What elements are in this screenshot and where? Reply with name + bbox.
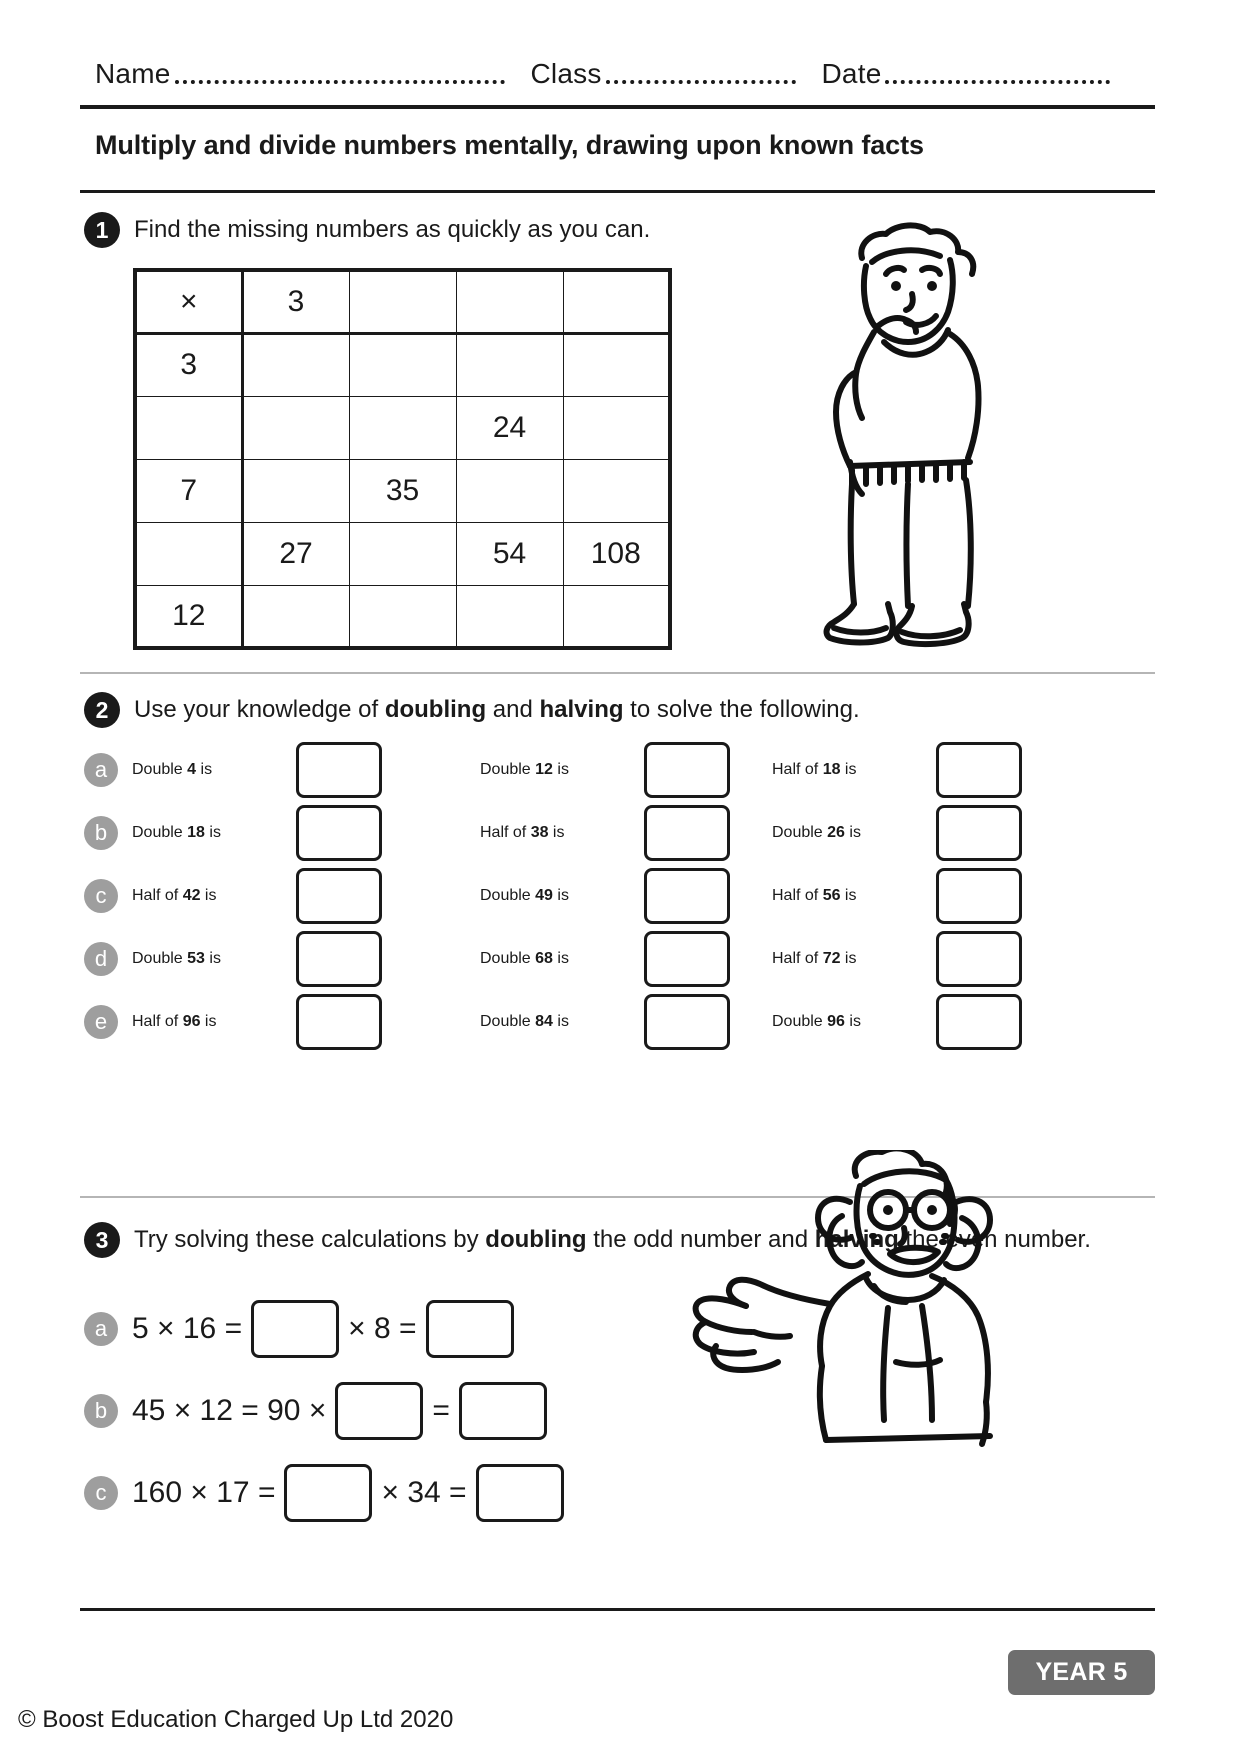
exercise-cell <box>480 805 772 861</box>
exercise-cell <box>772 805 1062 861</box>
answer-box[interactable] <box>335 1382 423 1440</box>
class-write-line[interactable] <box>606 80 796 84</box>
grid-cell-empty[interactable] <box>456 270 563 333</box>
grid-cell-empty[interactable] <box>563 459 670 522</box>
equation <box>132 1464 564 1522</box>
exercise-cell <box>772 931 1062 987</box>
date-write-line[interactable] <box>885 80 1110 84</box>
exercise-row <box>84 864 1084 927</box>
grid-cell-empty[interactable] <box>349 396 456 459</box>
grid-cell-value[interactable]: × <box>135 270 242 333</box>
exercise-cell <box>132 994 480 1050</box>
grid-cell-value[interactable]: 27 <box>242 522 349 585</box>
equation-text: 45 × 12 = 90 × <box>132 1394 327 1427</box>
exercise-prompt: Double 26 is <box>772 823 861 841</box>
exercise-prompt: Half of 72 is <box>772 949 857 967</box>
exercise-row <box>84 927 1084 990</box>
grid-cell-value[interactable]: 12 <box>135 585 242 648</box>
exercise-cell <box>132 868 480 924</box>
item-letter-badge: c <box>84 879 118 913</box>
exercise-prompt: Half of 18 is <box>772 760 857 778</box>
exercise-prompt: Half of 56 is <box>772 886 857 904</box>
answer-box[interactable] <box>296 805 382 861</box>
question-2-instruction: Use your knowledge of doubling and halving to solve the following. <box>134 695 860 723</box>
grid-cell-value[interactable]: 24 <box>456 396 563 459</box>
exercise-cell <box>772 868 1062 924</box>
grid-cell-empty[interactable] <box>456 333 563 396</box>
grid-row <box>135 522 670 585</box>
equation-row <box>84 1370 724 1452</box>
waving-girl-illustration <box>660 1150 1040 1450</box>
grid-cell-value[interactable]: 54 <box>456 522 563 585</box>
answer-box[interactable] <box>644 994 730 1050</box>
equation <box>132 1382 547 1440</box>
equation <box>132 1300 514 1358</box>
class-label: Class <box>530 58 602 89</box>
grid-row <box>135 333 670 396</box>
item-letter-badge: b <box>84 816 118 850</box>
thinking-boy-illustration <box>800 222 1020 662</box>
exercise-prompt: Double 18 is <box>132 823 221 841</box>
item-letter-badge: b <box>84 1394 118 1428</box>
answer-box[interactable] <box>296 994 382 1050</box>
equation-text: = <box>432 1394 450 1427</box>
item-letter-badge: c <box>84 1476 118 1510</box>
grid-cell-empty[interactable] <box>242 333 349 396</box>
exercise-cell <box>132 931 480 987</box>
title-divider <box>80 190 1155 193</box>
grid-cell-empty[interactable] <box>349 585 456 648</box>
item-letter-badge: a <box>84 1312 118 1346</box>
exercise-cell <box>132 805 480 861</box>
grid-cell-empty[interactable] <box>242 459 349 522</box>
grid-cell-empty[interactable] <box>563 396 670 459</box>
year-badge: YEAR 5 <box>1008 1650 1155 1695</box>
exercise-prompt: Half of 38 is <box>480 823 565 841</box>
question-number-badge: 1 <box>84 212 120 248</box>
question-1-instruction: Find the missing numbers as quickly as you can. <box>134 215 651 243</box>
exercise-cell <box>772 742 1062 798</box>
grid-cell-empty[interactable] <box>349 270 456 333</box>
grid-cell-value[interactable]: 35 <box>349 459 456 522</box>
question-number-badge: 3 <box>84 1222 120 1258</box>
exercise-cell <box>480 868 772 924</box>
answer-box[interactable] <box>644 805 730 861</box>
answer-box[interactable] <box>296 868 382 924</box>
equation-text: 160 × 17 = <box>132 1476 276 1509</box>
name-label: Name <box>95 58 171 89</box>
grid-cell-empty[interactable] <box>242 396 349 459</box>
answer-box[interactable] <box>296 742 382 798</box>
grid-row <box>135 585 670 648</box>
header-divider <box>80 105 1155 109</box>
answer-box[interactable] <box>936 742 1022 798</box>
grid-cell-empty[interactable] <box>135 522 242 585</box>
exercise-prompt: Double 4 is <box>132 760 213 778</box>
grid-cell-value[interactable]: 3 <box>135 333 242 396</box>
exercise-row <box>84 801 1084 864</box>
exercise-cell <box>132 742 480 798</box>
item-letter-badge: d <box>84 942 118 976</box>
answer-box[interactable] <box>251 1300 339 1358</box>
exercise-prompt: Double 49 is <box>480 886 569 904</box>
grid-cell-value[interactable]: 108 <box>563 522 670 585</box>
grid-cell-empty[interactable] <box>563 333 670 396</box>
grid-cell-empty[interactable] <box>456 585 563 648</box>
answer-box[interactable] <box>936 994 1022 1050</box>
question-3-instruction: Try solving these calculations by doubling the odd number and halving the even number. <box>134 1225 1091 1253</box>
exercise-prompt: Double 84 is <box>480 1012 569 1030</box>
grid-row <box>135 396 670 459</box>
copyright-notice: © Boost Education Charged Up Ltd 2020 <box>18 1706 454 1733</box>
question-3-exercise-list <box>84 1288 724 1534</box>
answer-box[interactable] <box>936 931 1022 987</box>
answer-box[interactable] <box>644 931 730 987</box>
grid-cell-empty[interactable] <box>135 396 242 459</box>
exercise-cell <box>480 742 772 798</box>
answer-box[interactable] <box>426 1300 514 1358</box>
answer-box[interactable] <box>476 1464 564 1522</box>
answer-box[interactable] <box>296 931 382 987</box>
exercise-prompt: Half of 96 is <box>132 1012 217 1030</box>
grid-cell-empty[interactable] <box>349 522 456 585</box>
item-letter-badge: a <box>84 753 118 787</box>
footer-divider <box>80 1608 1155 1611</box>
question-1-header <box>84 212 650 248</box>
page-title: Multiply and divide numbers mentally, drawing upon known facts <box>95 130 924 160</box>
answer-box[interactable] <box>936 868 1022 924</box>
exercise-prompt: Double 68 is <box>480 949 569 967</box>
answer-box[interactable] <box>936 805 1022 861</box>
grid-cell-empty[interactable] <box>563 585 670 648</box>
grid-row <box>135 459 670 522</box>
question-2-header <box>84 692 860 728</box>
answer-box[interactable] <box>284 1464 372 1522</box>
grid-cell-empty[interactable] <box>242 585 349 648</box>
equation-text: × 8 = <box>348 1312 417 1345</box>
student-info-bar <box>95 58 1150 90</box>
exercise-cell <box>480 994 772 1050</box>
answer-box[interactable] <box>644 742 730 798</box>
grid-cell-empty[interactable] <box>456 459 563 522</box>
exercise-prompt: Double 96 is <box>772 1012 861 1030</box>
grid-cell-empty[interactable] <box>563 270 670 333</box>
equation-text: 5 × 16 = <box>132 1312 243 1345</box>
exercise-prompt: Half of 42 is <box>132 886 217 904</box>
item-letter-badge: e <box>84 1005 118 1039</box>
date-label: Date <box>821 58 882 89</box>
grid-cell-value[interactable]: 3 <box>242 270 349 333</box>
grid-cell-empty[interactable] <box>349 333 456 396</box>
answer-box[interactable] <box>644 868 730 924</box>
multiplication-grid[interactable] <box>133 268 672 650</box>
section-divider-1 <box>80 672 1155 674</box>
question-2-exercise-grid <box>84 738 1084 1053</box>
equation-text: × 34 = <box>381 1476 467 1509</box>
exercise-row <box>84 990 1084 1053</box>
multiplication-grid-wrapper <box>133 268 672 650</box>
exercise-cell <box>480 931 772 987</box>
exercise-prompt: Double 53 is <box>132 949 221 967</box>
equation-row <box>84 1452 724 1534</box>
grid-cell-value[interactable]: 7 <box>135 459 242 522</box>
grid-row <box>135 270 670 333</box>
equation-row <box>84 1288 724 1370</box>
exercise-cell <box>772 994 1062 1050</box>
exercise-prompt: Double 12 is <box>480 760 569 778</box>
answer-box[interactable] <box>459 1382 547 1440</box>
question-number-badge: 2 <box>84 692 120 728</box>
exercise-row <box>84 738 1084 801</box>
name-write-line[interactable] <box>175 80 505 84</box>
